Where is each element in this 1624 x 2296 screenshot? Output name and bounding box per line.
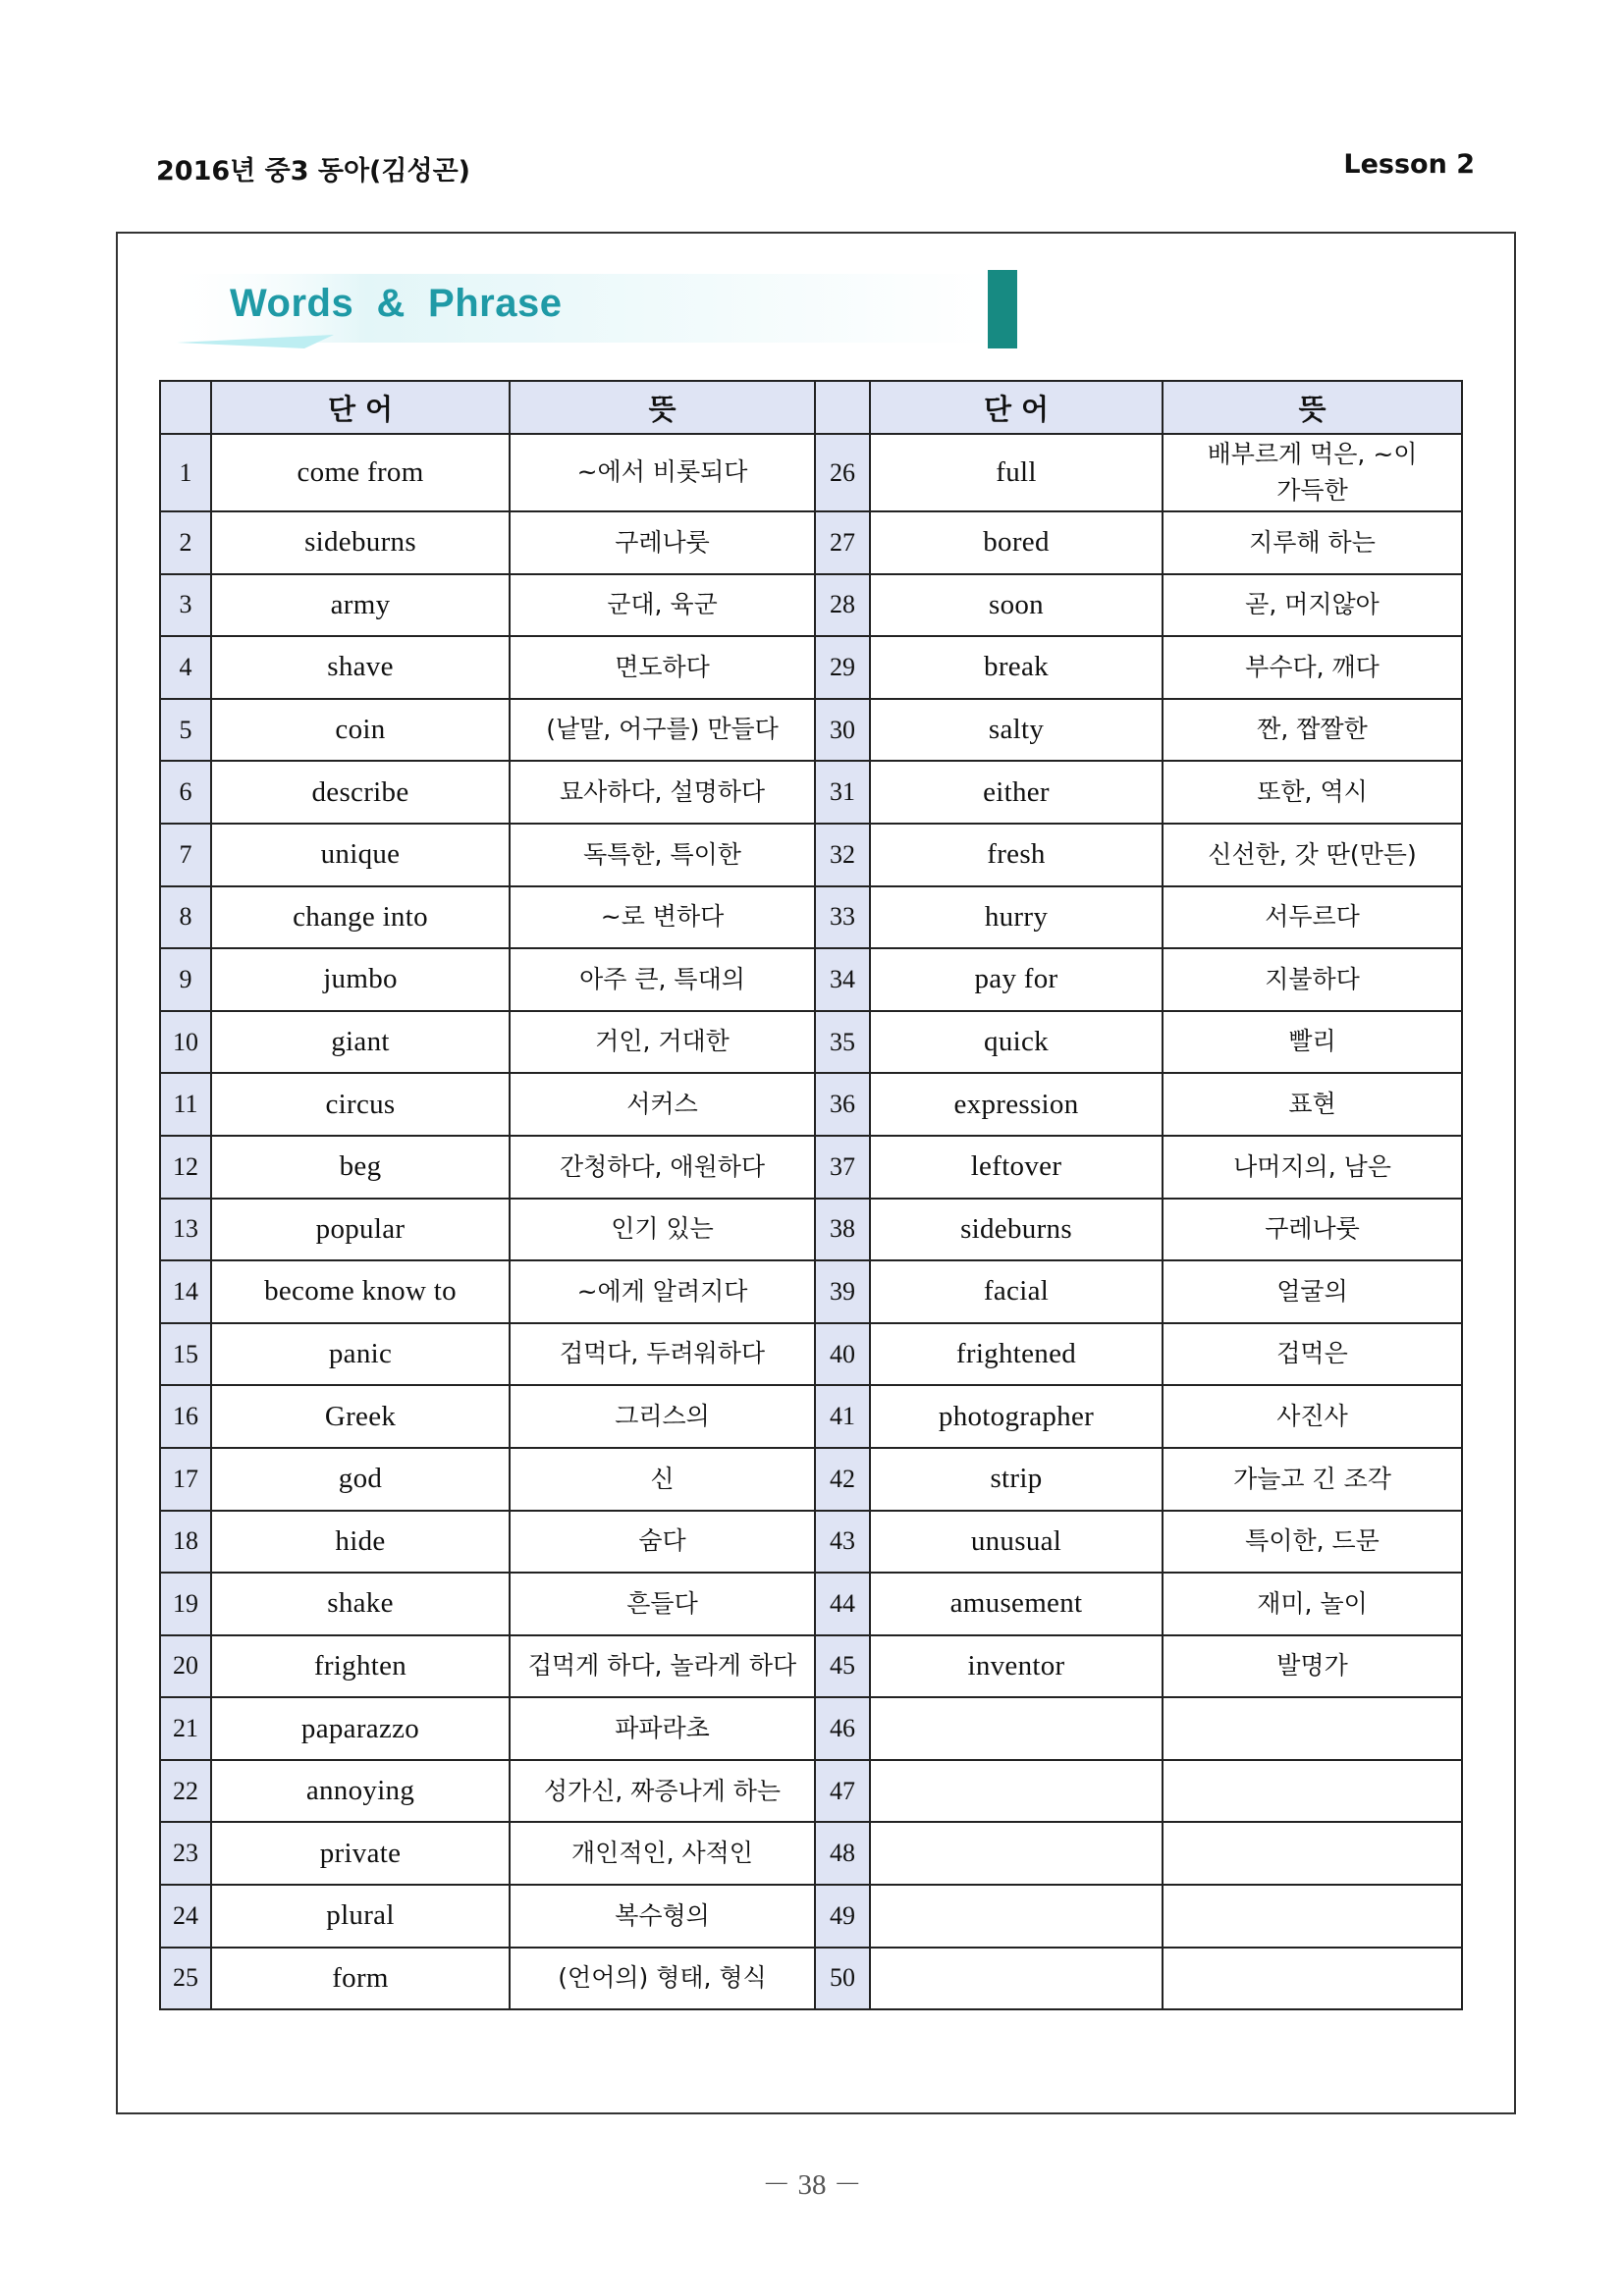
row-number: 14 [160, 1260, 211, 1323]
table-row [160, 574, 1462, 637]
meaning-cell: 나머지의, 남은 [1163, 1136, 1462, 1199]
table-row [160, 1385, 1462, 1448]
header-word: 단 어 [211, 381, 510, 434]
word-cell [870, 1697, 1163, 1760]
word-cell [870, 1822, 1163, 1885]
row-number: 1 [160, 434, 211, 511]
meaning-cell: 흔들다 [510, 1573, 815, 1635]
word-cell: jumbo [211, 948, 510, 1011]
word-cell: inventor [870, 1635, 1163, 1698]
meaning-cell [1163, 1948, 1462, 2010]
table-row [160, 1073, 1462, 1136]
row-number: 10 [160, 1011, 211, 1074]
word-cell [870, 1760, 1163, 1823]
meaning-cell: 겁먹은 [1163, 1323, 1462, 1386]
row-number: 4 [160, 636, 211, 699]
meaning-cell: 개인적인, 사적인 [510, 1822, 815, 1885]
meaning-cell: 얼굴의 [1163, 1260, 1462, 1323]
row-number: 25 [160, 1948, 211, 2010]
word-cell: break [870, 636, 1163, 699]
table-row [160, 699, 1462, 762]
word-cell [870, 1948, 1163, 2010]
row-number: 2 [160, 511, 211, 574]
meaning-cell: 지불하다 [1163, 948, 1462, 1011]
meaning-cell: 구레나룻 [510, 511, 815, 574]
meaning-cell: 아주 큰, 특대의 [510, 948, 815, 1011]
table-row [160, 761, 1462, 824]
meaning-cell: 구레나룻 [1163, 1199, 1462, 1261]
word-cell: army [211, 574, 510, 637]
word-cell [870, 1885, 1163, 1948]
table-row [160, 1760, 1462, 1823]
word-cell: sideburns [870, 1199, 1163, 1261]
row-number: 13 [160, 1199, 211, 1261]
table-row [160, 1136, 1462, 1199]
row-number: 30 [815, 699, 870, 762]
meaning-cell: 숨다 [510, 1511, 815, 1574]
row-number: 29 [815, 636, 870, 699]
row-number: 19 [160, 1573, 211, 1635]
row-number: 5 [160, 699, 211, 762]
meaning-cell: 특이한, 드문 [1163, 1511, 1462, 1574]
meaning-cell: 독특한, 특이한 [510, 824, 815, 886]
word-cell: form [211, 1948, 510, 2010]
row-number: 3 [160, 574, 211, 637]
meaning-cell: 신선한, 갓 딴(만든) [1163, 824, 1462, 886]
section-title: Words & Phrase [230, 282, 563, 325]
table-row [160, 886, 1462, 949]
row-number: 33 [815, 886, 870, 949]
row-number: 41 [815, 1385, 870, 1448]
row-number: 34 [815, 948, 870, 1011]
row-number: 49 [815, 1885, 870, 1948]
word-cell: describe [211, 761, 510, 824]
meaning-cell [1163, 1885, 1462, 1948]
header-number-cell [815, 381, 870, 434]
row-number: 43 [815, 1511, 870, 1574]
word-cell: unusual [870, 1511, 1163, 1574]
header-meaning: 뜻 [1163, 381, 1462, 434]
word-cell: popular [211, 1199, 510, 1261]
meaning-cell: 묘사하다, 설명하다 [510, 761, 815, 824]
meaning-cell: 배부르게 먹은, ~이 가득한 [1163, 434, 1462, 511]
row-number: 36 [815, 1073, 870, 1136]
word-cell: giant [211, 1011, 510, 1074]
word-cell: shave [211, 636, 510, 699]
table-header-row [160, 381, 1462, 434]
row-number: 42 [815, 1448, 870, 1511]
table-row [160, 1260, 1462, 1323]
meaning-cell: 발명가 [1163, 1635, 1462, 1698]
row-number: 26 [815, 434, 870, 511]
word-cell: unique [211, 824, 510, 886]
meaning-cell: 빨리 [1163, 1011, 1462, 1074]
word-cell: coin [211, 699, 510, 762]
meaning-cell: ~에서 비롯되다 [510, 434, 815, 511]
word-cell: hurry [870, 886, 1163, 949]
row-number: 48 [815, 1822, 870, 1885]
word-cell: quick [870, 1011, 1163, 1074]
table-row [160, 1448, 1462, 1511]
row-number: 44 [815, 1573, 870, 1635]
row-number: 6 [160, 761, 211, 824]
row-number: 11 [160, 1073, 211, 1136]
row-number: 24 [160, 1885, 211, 1948]
table-row [160, 1011, 1462, 1074]
row-number: 27 [815, 511, 870, 574]
row-number: 35 [815, 1011, 870, 1074]
table-row [160, 434, 1462, 511]
row-number: 32 [815, 824, 870, 886]
row-number: 7 [160, 824, 211, 886]
meaning-cell [1163, 1697, 1462, 1760]
meaning-cell: ~에게 알려지다 [510, 1260, 815, 1323]
meaning-cell: 재미, 놀이 [1163, 1573, 1462, 1635]
table-row [160, 1948, 1462, 2010]
word-cell: amusement [870, 1573, 1163, 1635]
header-number-cell [160, 381, 211, 434]
word-cell: plural [211, 1885, 510, 1948]
word-cell: strip [870, 1448, 1163, 1511]
row-number: 28 [815, 574, 870, 637]
row-number: 37 [815, 1136, 870, 1199]
table-row [160, 1697, 1462, 1760]
row-number: 38 [815, 1199, 870, 1261]
lesson-label: Lesson 2 [1343, 149, 1475, 180]
word-cell: panic [211, 1323, 510, 1386]
word-cell: god [211, 1448, 510, 1511]
word-cell: facial [870, 1260, 1163, 1323]
meaning-cell: 짠, 짭짤한 [1163, 699, 1462, 762]
meaning-cell: (낱말, 어구를) 만들다 [510, 699, 815, 762]
meaning-cell: 성가신, 짜증나게 하는 [510, 1760, 815, 1823]
table-row [160, 1199, 1462, 1261]
row-number: 39 [815, 1260, 870, 1323]
meaning-cell: 가늘고 긴 조각 [1163, 1448, 1462, 1511]
row-number: 20 [160, 1635, 211, 1698]
meaning-cell: 서커스 [510, 1073, 815, 1136]
table-row [160, 824, 1462, 886]
meaning-cell: 겁먹게 하다, 놀라게 하다 [510, 1635, 815, 1698]
meaning-cell: 파파라초 [510, 1697, 815, 1760]
meaning-cell: 인기 있는 [510, 1199, 815, 1261]
word-cell: fresh [870, 824, 1163, 886]
row-number: 15 [160, 1323, 211, 1386]
meaning-cell: 표현 [1163, 1073, 1462, 1136]
word-cell: hide [211, 1511, 510, 1574]
meaning-cell: 그리스의 [510, 1385, 815, 1448]
word-cell: change into [211, 886, 510, 949]
row-number: 17 [160, 1448, 211, 1511]
table-row [160, 1511, 1462, 1574]
meaning-cell [1163, 1822, 1462, 1885]
meaning-cell: 사진사 [1163, 1385, 1462, 1448]
meaning-cell: 신 [510, 1448, 815, 1511]
meaning-cell: 복수형의 [510, 1885, 815, 1948]
table-row [160, 1323, 1462, 1386]
row-number: 45 [815, 1635, 870, 1698]
meaning-cell: ~로 변하다 [510, 886, 815, 949]
meaning-cell: 겁먹다, 두려워하다 [510, 1323, 815, 1386]
word-cell: annoying [211, 1760, 510, 1823]
table-row [160, 1822, 1462, 1885]
table-row [160, 948, 1462, 1011]
word-cell: either [870, 761, 1163, 824]
row-number: 21 [160, 1697, 211, 1760]
meaning-cell: 군대, 육군 [510, 574, 815, 637]
document-header-title: 2016년 중3 동아(김성곤) [156, 156, 470, 187]
row-number: 31 [815, 761, 870, 824]
row-number: 9 [160, 948, 211, 1011]
section-banner [157, 270, 1017, 348]
word-cell: shake [211, 1573, 510, 1635]
word-cell: private [211, 1822, 510, 1885]
word-cell: full [870, 434, 1163, 511]
word-cell: leftover [870, 1136, 1163, 1199]
row-number: 23 [160, 1822, 211, 1885]
word-cell: soon [870, 574, 1163, 637]
meaning-cell [1163, 1760, 1462, 1823]
vocabulary-table [159, 380, 1463, 2010]
word-cell: paparazzo [211, 1697, 510, 1760]
meaning-cell: 거인, 거대한 [510, 1011, 815, 1074]
table-row [160, 511, 1462, 574]
table-row [160, 1885, 1462, 1948]
row-number: 50 [815, 1948, 870, 2010]
word-cell: Greek [211, 1385, 510, 1448]
word-cell: become know to [211, 1260, 510, 1323]
meaning-cell: 부수다, 깨다 [1163, 636, 1462, 699]
meaning-cell: 간청하다, 애원하다 [510, 1136, 815, 1199]
meaning-cell: 지루해 하는 [1163, 511, 1462, 574]
word-cell: salty [870, 699, 1163, 762]
row-number: 47 [815, 1760, 870, 1823]
row-number: 12 [160, 1136, 211, 1199]
word-cell: beg [211, 1136, 510, 1199]
row-number: 22 [160, 1760, 211, 1823]
row-number: 40 [815, 1323, 870, 1386]
row-number: 18 [160, 1511, 211, 1574]
word-cell: frightened [870, 1323, 1163, 1386]
word-cell: pay for [870, 948, 1163, 1011]
word-cell: bored [870, 511, 1163, 574]
word-cell: circus [211, 1073, 510, 1136]
word-cell: frighten [211, 1635, 510, 1698]
meaning-cell: (언어의) 형태, 형식 [510, 1948, 815, 2010]
word-cell: sideburns [211, 511, 510, 574]
row-number: 8 [160, 886, 211, 949]
row-number: 46 [815, 1697, 870, 1760]
table-row [160, 1573, 1462, 1635]
page-number: － 38 － [762, 2169, 862, 2201]
header-meaning: 뜻 [510, 381, 815, 434]
row-number: 16 [160, 1385, 211, 1448]
table-row [160, 1635, 1462, 1698]
meaning-cell: 서두르다 [1163, 886, 1462, 949]
meaning-cell: 또한, 역시 [1163, 761, 1462, 824]
table-row [160, 636, 1462, 699]
word-cell: come from [211, 434, 510, 511]
header-word: 단 어 [870, 381, 1163, 434]
word-cell: expression [870, 1073, 1163, 1136]
meaning-cell: 면도하다 [510, 636, 815, 699]
meaning-cell: 곧, 머지않아 [1163, 574, 1462, 637]
word-cell: photographer [870, 1385, 1163, 1448]
